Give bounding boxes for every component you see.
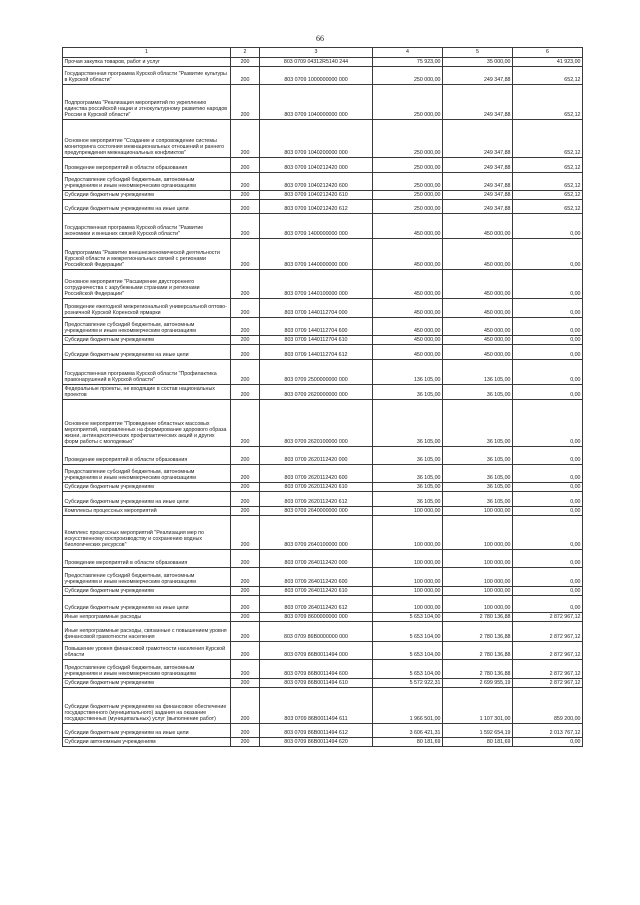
row-name-cell: Предоставление субсидий бюджетным, автономным учреждениям и иным некоммерческим организациям: [63, 318, 231, 336]
row-name-cell: Проведение мероприятий в области образования: [63, 447, 231, 465]
table-row: [63, 465, 583, 483]
row-classifier-cell: 803 0709 1040212420 612: [260, 200, 373, 214]
row-remaining-cell: 0,00: [513, 336, 583, 345]
row-code-cell: 200: [231, 120, 260, 158]
table-row: [63, 568, 583, 587]
row-remaining-cell: 0,00: [513, 214, 583, 239]
row-approved-cell: 36 105,00: [373, 447, 443, 465]
row-code-cell: 200: [231, 345, 260, 360]
row-remaining-cell: 2 872 967,12: [513, 660, 583, 679]
row-name-cell: Субсидии бюджетным учреждениям: [63, 679, 231, 688]
table-row: [63, 596, 583, 613]
row-code-cell: 200: [231, 360, 260, 385]
table-row: [63, 738, 583, 747]
row-code-cell: 200: [231, 400, 260, 447]
row-executed-cell: 80 181,69: [443, 738, 513, 747]
row-approved-cell: 75 923,00: [373, 58, 443, 67]
row-classifier-cell: 803 0709 1440112704 612: [260, 345, 373, 360]
row-executed-cell: 100 000,00: [443, 568, 513, 587]
row-executed-cell: 36 105,00: [443, 492, 513, 507]
row-code-cell: 200: [231, 516, 260, 550]
row-name-cell: Иные непрограммные расходы, связанные с повышением уровня финансовой грамотности населения: [63, 622, 231, 642]
row-approved-cell: 5 572 922,31: [373, 679, 443, 688]
row-approved-cell: 1 966 501,00: [373, 688, 443, 724]
row-remaining-cell: 0,00: [513, 587, 583, 596]
row-code-cell: 200: [231, 158, 260, 173]
row-classifier-cell: 803 0709 1000000000 000: [260, 67, 373, 85]
row-remaining-cell: 652,12: [513, 173, 583, 191]
row-name-cell: Субсидии бюджетным учреждениям на иные цели: [63, 200, 231, 214]
row-remaining-cell: 0,00: [513, 596, 583, 613]
row-remaining-cell: 0,00: [513, 345, 583, 360]
row-classifier-cell: 803 0709 86B0011494 600: [260, 660, 373, 679]
row-executed-cell: 2 780 136,88: [443, 622, 513, 642]
row-approved-cell: 450 000,00: [373, 270, 443, 299]
row-executed-cell: 36 105,00: [443, 385, 513, 400]
table-row: [63, 191, 583, 200]
row-executed-cell: 249 347,88: [443, 120, 513, 158]
row-classifier-cell: 803 0709 2640112420 000: [260, 550, 373, 568]
table-row: [63, 550, 583, 568]
row-remaining-cell: 652,12: [513, 85, 583, 120]
row-name-cell: Повышение уровня финансовой грамотности населения Курской области: [63, 642, 231, 660]
row-name-cell: Субсидии бюджетным учреждениям: [63, 587, 231, 596]
row-remaining-cell: 2 872 967,12: [513, 679, 583, 688]
row-name-cell: Государственная программа Курской области "Развитие экономики и внешних связей Курской области": [63, 214, 231, 239]
row-executed-cell: 36 105,00: [443, 483, 513, 492]
row-classifier-cell: 803 0709 1040212420 000: [260, 158, 373, 173]
row-remaining-cell: 652,12: [513, 67, 583, 85]
row-classifier-cell: 803 0709 1040000000 000: [260, 85, 373, 120]
row-code-cell: 200: [231, 550, 260, 568]
row-approved-cell: 5 653 104,00: [373, 642, 443, 660]
row-executed-cell: 2 780 136,88: [443, 642, 513, 660]
table-row: [63, 613, 583, 622]
header-cell: 6: [513, 48, 583, 58]
row-approved-cell: 136 105,00: [373, 360, 443, 385]
row-approved-cell: 5 653 104,00: [373, 622, 443, 642]
row-code-cell: 200: [231, 660, 260, 679]
row-code-cell: 200: [231, 336, 260, 345]
row-executed-cell: 249 347,88: [443, 191, 513, 200]
row-executed-cell: 100 000,00: [443, 587, 513, 596]
row-executed-cell: 1 592 654,19: [443, 724, 513, 738]
row-remaining-cell: 41 923,00: [513, 58, 583, 67]
table-row: [63, 660, 583, 679]
table-row: [63, 214, 583, 239]
row-classifier-cell: 803 0709 2620100000 000: [260, 400, 373, 447]
table-row: [63, 200, 583, 214]
row-name-cell: Основное мероприятие "Создание и сопровождение системы мониторинга состояния межнациональных отношений и раннего предупреждения межнациональных конфликтов": [63, 120, 231, 158]
row-approved-cell: 36 105,00: [373, 492, 443, 507]
row-remaining-cell: 0,00: [513, 270, 583, 299]
row-name-cell: Субсидии бюджетным учреждениям: [63, 336, 231, 345]
row-executed-cell: 249 347,88: [443, 158, 513, 173]
row-name-cell: Субсидии бюджетным учреждениям на иные цели: [63, 724, 231, 738]
row-classifier-cell: 803 0709 8600000000 000: [260, 613, 373, 622]
row-executed-cell: 100 000,00: [443, 596, 513, 613]
row-name-cell: Субсидии бюджетным учреждениям: [63, 483, 231, 492]
row-name-cell: Предоставление субсидий бюджетным, автономным учреждениям и иным некоммерческим организациям: [63, 660, 231, 679]
row-approved-cell: 100 000,00: [373, 550, 443, 568]
row-remaining-cell: 0,00: [513, 360, 583, 385]
budget-table: [62, 47, 583, 747]
row-classifier-cell: 803 0709 2620112420 612: [260, 492, 373, 507]
row-name-cell: Подпрограмма "Реализация мероприятий по укреплению единства российской нации и этнокультурному развитию народов России в Курской области": [63, 85, 231, 120]
row-classifier-cell: 803 0709 2620112420 000: [260, 447, 373, 465]
row-classifier-cell: 803 0709 1440000000 000: [260, 239, 373, 270]
row-approved-cell: 250 000,00: [373, 173, 443, 191]
row-executed-cell: 249 347,88: [443, 85, 513, 120]
row-classifier-cell: 803 0709 2640112420 612: [260, 596, 373, 613]
row-name-cell: Субсидии бюджетным учреждениям на иные цели: [63, 492, 231, 507]
table-row: [63, 483, 583, 492]
row-approved-cell: 3 606 421,31: [373, 724, 443, 738]
row-name-cell: Субсидии бюджетным учреждениям: [63, 191, 231, 200]
row-remaining-cell: 0,00: [513, 465, 583, 483]
row-remaining-cell: 0,00: [513, 385, 583, 400]
header-cell: 1: [63, 48, 231, 58]
row-code-cell: 200: [231, 200, 260, 214]
row-approved-cell: 5 653 104,00: [373, 613, 443, 622]
header-cell: 3: [260, 48, 373, 58]
row-remaining-cell: 0,00: [513, 299, 583, 318]
row-classifier-cell: 803 0709 1440112704 610: [260, 336, 373, 345]
table-row: [63, 724, 583, 738]
row-name-cell: Предоставление субсидий бюджетным, автономным учреждениям и иным некоммерческим организациям: [63, 173, 231, 191]
table-row: [63, 507, 583, 516]
page-number: 66: [316, 34, 324, 43]
row-executed-cell: 450 000,00: [443, 214, 513, 239]
row-classifier-cell: 803 0709 86B0011494 611: [260, 688, 373, 724]
row-code-cell: 200: [231, 85, 260, 120]
row-approved-cell: 250 000,00: [373, 85, 443, 120]
row-approved-cell: 100 000,00: [373, 516, 443, 550]
row-code-cell: 200: [231, 191, 260, 200]
row-classifier-cell: 803 0709 1040200000 000: [260, 120, 373, 158]
row-name-cell: Федеральные проекты, не входящие в состав национальных проектов: [63, 385, 231, 400]
table-row: [63, 688, 583, 724]
row-code-cell: 200: [231, 642, 260, 660]
row-approved-cell: 36 105,00: [373, 385, 443, 400]
row-name-cell: Субсидии бюджетным учреждениям на финансовое обеспечение государственного (муниципального) задания на оказание государственных (муниципальных) услуг (выполнение работ): [63, 688, 231, 724]
row-classifier-cell: 803 0709 2620112420 600: [260, 465, 373, 483]
row-remaining-cell: 0,00: [513, 516, 583, 550]
row-remaining-cell: 0,00: [513, 447, 583, 465]
row-approved-cell: 5 653 104,00: [373, 660, 443, 679]
row-name-cell: Предоставление субсидий бюджетным, автономным учреждениям и иным некоммерческим организациям: [63, 568, 231, 587]
row-remaining-cell: 2 872 967,12: [513, 622, 583, 642]
row-approved-cell: 250 000,00: [373, 200, 443, 214]
row-name-cell: Проведение мероприятий в области образования: [63, 158, 231, 173]
row-name-cell: Основное мероприятие "Расширение двустороннего сотрудничества с зарубежными странами и регионами Российской Федерации": [63, 270, 231, 299]
table-row: [63, 336, 583, 345]
row-remaining-cell: 0,00: [513, 400, 583, 447]
row-remaining-cell: 0,00: [513, 492, 583, 507]
row-classifier-cell: 803 0709 1040212420 600: [260, 173, 373, 191]
table-row: [63, 58, 583, 67]
row-remaining-cell: 2 013 767,12: [513, 724, 583, 738]
row-name-cell: Прочая закупка товаров, работ и услуг: [63, 58, 231, 67]
row-classifier-cell: 803 0709 86B0011494 612: [260, 724, 373, 738]
row-classifier-cell: 803 0709 1040212420 610: [260, 191, 373, 200]
row-code-cell: 200: [231, 622, 260, 642]
row-name-cell: Проведение мероприятий в области образования: [63, 550, 231, 568]
row-approved-cell: 36 105,00: [373, 465, 443, 483]
row-executed-cell: 2 780 136,88: [443, 613, 513, 622]
row-approved-cell: 250 000,00: [373, 158, 443, 173]
row-classifier-cell: 803 0709 04312R5140 244: [260, 58, 373, 67]
row-classifier-cell: 803 0709 1400000000 000: [260, 214, 373, 239]
row-remaining-cell: 0,00: [513, 738, 583, 747]
table-row: [63, 679, 583, 688]
row-approved-cell: 450 000,00: [373, 299, 443, 318]
row-classifier-cell: 803 0709 86B0000000 000: [260, 622, 373, 642]
row-remaining-cell: 859 200,00: [513, 688, 583, 724]
table-row: [63, 120, 583, 158]
row-name-cell: Комплексы процессных мероприятий: [63, 507, 231, 516]
row-name-cell: Государственная программа Курской области "Профилактика правонарушений в Курской области": [63, 360, 231, 385]
row-code-cell: 200: [231, 239, 260, 270]
row-code-cell: 200: [231, 465, 260, 483]
row-code-cell: 200: [231, 507, 260, 516]
row-code-cell: 200: [231, 492, 260, 507]
row-executed-cell: 136 105,00: [443, 360, 513, 385]
header-row: [63, 48, 583, 58]
table-row: [63, 492, 583, 507]
row-code-cell: 200: [231, 568, 260, 587]
row-code-cell: 200: [231, 58, 260, 67]
header-cell: 4: [373, 48, 443, 58]
table-row: [63, 85, 583, 120]
row-executed-cell: 2 780 136,88: [443, 660, 513, 679]
table-row: [63, 158, 583, 173]
row-code-cell: 200: [231, 67, 260, 85]
table-row: [63, 516, 583, 550]
row-code-cell: 200: [231, 447, 260, 465]
row-approved-cell: 100 000,00: [373, 568, 443, 587]
table-row: [63, 345, 583, 360]
row-remaining-cell: 652,12: [513, 191, 583, 200]
table-row: [63, 270, 583, 299]
table-row: [63, 447, 583, 465]
row-approved-cell: 450 000,00: [373, 318, 443, 336]
row-executed-cell: 36 105,00: [443, 465, 513, 483]
table-row: [63, 622, 583, 642]
row-remaining-cell: 652,12: [513, 200, 583, 214]
row-executed-cell: 35 000,00: [443, 58, 513, 67]
row-code-cell: 200: [231, 214, 260, 239]
row-code-cell: 200: [231, 173, 260, 191]
header-cell: 2: [231, 48, 260, 58]
row-classifier-cell: 803 0709 2640112420 600: [260, 568, 373, 587]
row-approved-cell: 450 000,00: [373, 214, 443, 239]
row-code-cell: 200: [231, 587, 260, 596]
row-approved-cell: 450 000,00: [373, 239, 443, 270]
row-classifier-cell: 803 0709 2500000000 000: [260, 360, 373, 385]
table-row: [63, 400, 583, 447]
row-executed-cell: 100 000,00: [443, 507, 513, 516]
row-code-cell: 200: [231, 270, 260, 299]
header-cell: 5: [443, 48, 513, 58]
row-code-cell: 200: [231, 385, 260, 400]
row-remaining-cell: 2 872 967,12: [513, 642, 583, 660]
row-executed-cell: 1 107 301,00: [443, 688, 513, 724]
row-executed-cell: 450 000,00: [443, 270, 513, 299]
row-name-cell: Субсидии бюджетным учреждениям на иные цели: [63, 596, 231, 613]
row-classifier-cell: 803 0709 86B0011494 610: [260, 679, 373, 688]
row-remaining-cell: 0,00: [513, 239, 583, 270]
row-code-cell: 200: [231, 679, 260, 688]
row-executed-cell: 450 000,00: [443, 239, 513, 270]
row-remaining-cell: 652,12: [513, 158, 583, 173]
row-approved-cell: 450 000,00: [373, 336, 443, 345]
row-name-cell: Проведение ежегодной межрегиональной универсальной оптово-розничной Курской Коренской ярмарки: [63, 299, 231, 318]
row-approved-cell: 36 105,00: [373, 483, 443, 492]
table-row: [63, 587, 583, 596]
row-code-cell: 200: [231, 613, 260, 622]
row-remaining-cell: 0,00: [513, 483, 583, 492]
row-code-cell: 200: [231, 299, 260, 318]
row-code-cell: 200: [231, 483, 260, 492]
row-name-cell: Комплекс процессных мероприятий "Реализация мер по искусственному воспроизводству и сохранению водных биологических ресурсов": [63, 516, 231, 550]
table-row: [63, 173, 583, 191]
table-row: [63, 318, 583, 336]
row-classifier-cell: 803 0709 86B0011494 620: [260, 738, 373, 747]
row-name-cell: Подпрограмма "Развитие внешнеэкономической деятельности Курской области и межрегиональных связей с регионами Российской Федерации": [63, 239, 231, 270]
row-name-cell: Государственная программа Курской области "Развитие культуры в Курской области": [63, 67, 231, 85]
row-code-cell: 200: [231, 688, 260, 724]
row-classifier-cell: 803 0709 1440112704 000: [260, 299, 373, 318]
row-code-cell: 200: [231, 738, 260, 747]
row-executed-cell: 249 347,88: [443, 67, 513, 85]
row-remaining-cell: 652,12: [513, 120, 583, 158]
row-classifier-cell: 803 0709 2620112420 610: [260, 483, 373, 492]
row-executed-cell: 36 105,00: [443, 447, 513, 465]
row-executed-cell: 450 000,00: [443, 345, 513, 360]
table-row: [63, 642, 583, 660]
row-approved-cell: 36 105,00: [373, 400, 443, 447]
row-code-cell: 200: [231, 318, 260, 336]
row-approved-cell: 100 000,00: [373, 596, 443, 613]
row-name-cell: Предоставление субсидий бюджетным, автономным учреждениям и иным некоммерческим организациям: [63, 465, 231, 483]
row-classifier-cell: 803 0709 86B0011494 000: [260, 642, 373, 660]
row-approved-cell: 250 000,00: [373, 191, 443, 200]
table-row: [63, 385, 583, 400]
row-remaining-cell: 0,00: [513, 550, 583, 568]
table-row: [63, 299, 583, 318]
row-executed-cell: 450 000,00: [443, 336, 513, 345]
row-executed-cell: 2 699 955,19: [443, 679, 513, 688]
row-name-cell: Основное мероприятие "Проведение областных массовых мероприятий, направленных на формирование здорового образа жизни, антинаркотических профилактических акций и других форм работы с молодежью": [63, 400, 231, 447]
row-remaining-cell: 0,00: [513, 318, 583, 336]
row-remaining-cell: 0,00: [513, 568, 583, 587]
row-executed-cell: 249 347,88: [443, 173, 513, 191]
row-name-cell: Субсидии бюджетным учреждениям на иные цели: [63, 345, 231, 360]
row-name-cell: Иные непрограммные расходы: [63, 613, 231, 622]
row-executed-cell: 36 105,00: [443, 400, 513, 447]
row-approved-cell: 250 000,00: [373, 120, 443, 158]
row-executed-cell: 100 000,00: [443, 516, 513, 550]
table-row: [63, 239, 583, 270]
row-executed-cell: 100 000,00: [443, 550, 513, 568]
table-row: [63, 67, 583, 85]
row-approved-cell: 250 000,00: [373, 67, 443, 85]
row-approved-cell: 100 000,00: [373, 587, 443, 596]
row-name-cell: Субсидии автономным учреждениям: [63, 738, 231, 747]
row-classifier-cell: 803 0709 1440100000 000: [260, 270, 373, 299]
row-executed-cell: 450 000,00: [443, 318, 513, 336]
row-executed-cell: 450 000,00: [443, 299, 513, 318]
row-classifier-cell: 803 0709 1440112704 600: [260, 318, 373, 336]
row-remaining-cell: 2 872 967,12: [513, 613, 583, 622]
row-executed-cell: 249 347,88: [443, 200, 513, 214]
row-classifier-cell: 803 0709 2640112420 610: [260, 587, 373, 596]
row-approved-cell: 100 000,00: [373, 507, 443, 516]
row-remaining-cell: 0,00: [513, 507, 583, 516]
row-code-cell: 200: [231, 724, 260, 738]
row-code-cell: 200: [231, 596, 260, 613]
table-row: [63, 360, 583, 385]
row-approved-cell: 80 181,69: [373, 738, 443, 747]
row-approved-cell: 450 000,00: [373, 345, 443, 360]
row-classifier-cell: 803 0709 2640000000 000: [260, 507, 373, 516]
row-classifier-cell: 803 0709 2640100000 000: [260, 516, 373, 550]
row-classifier-cell: 803 0709 2620000000 000: [260, 385, 373, 400]
